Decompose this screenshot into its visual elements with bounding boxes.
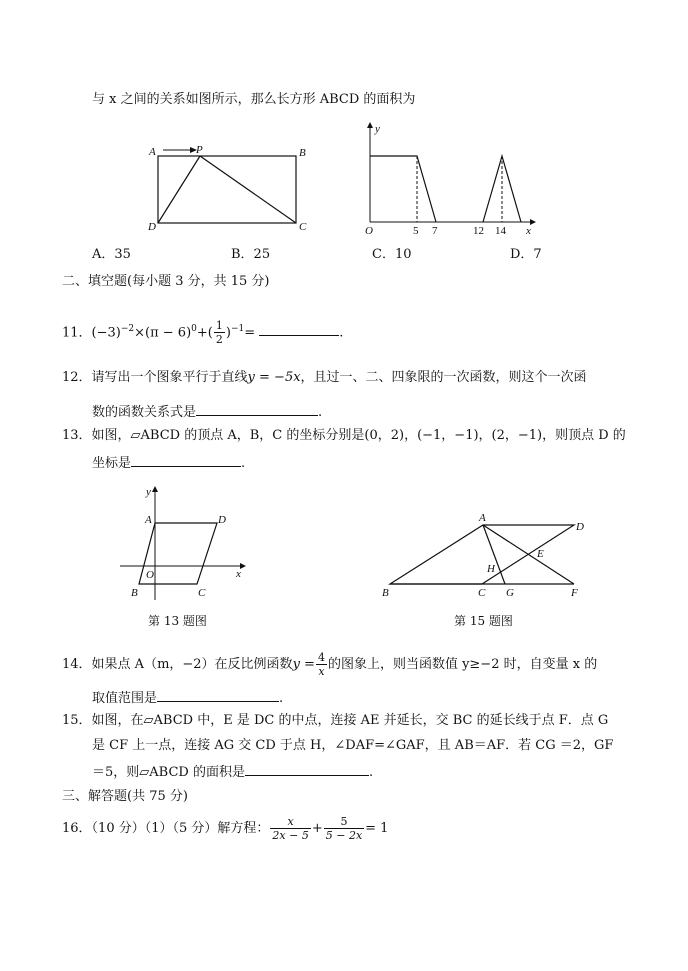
q13-label-c: C	[198, 587, 206, 599]
q12-line1-b: ，且过一、二、四象限的一次函数，则这个一次函	[300, 370, 587, 385]
q15-label-c: C	[478, 587, 486, 599]
q15-fig-caption: 第 15 题图	[454, 614, 513, 628]
q16-fraction-1	[270, 815, 310, 842]
q15-line3-text: ＝5，则▱ABCD 的面积是	[92, 765, 245, 780]
graph-x-label: x	[526, 225, 531, 237]
q15-line2: 是 CF 上一点，连接 AG 交 CD 于点 H，∠DAF=∠GAF，且 AB＝AF．若 CG ＝2，GF	[92, 738, 614, 753]
q16	[62, 812, 388, 846]
q14-end: .	[279, 691, 284, 706]
q13-answer-blank[interactable]	[131, 454, 241, 467]
graph-tick-5: 5	[413, 225, 419, 237]
q15-answer-blank[interactable]	[245, 763, 369, 776]
graph-y-label: y	[375, 123, 380, 135]
q10-option-b: B．25	[231, 247, 271, 262]
q12-line1	[62, 370, 587, 386]
q15-label-f: F	[571, 587, 578, 599]
section2-heading: 二、填空题(每小题 3 分，共 15 分)	[62, 274, 270, 289]
rect-label-d: D	[148, 221, 156, 233]
q16-f1-num: x	[270, 815, 310, 829]
q15-label-h: H	[487, 563, 495, 575]
q11-num: 11．	[62, 325, 92, 341]
rect-label-c: C	[299, 221, 307, 233]
q16-fraction-2	[324, 815, 364, 842]
q13-line2-text: 坐标是	[92, 456, 132, 471]
q11-plus: +(	[196, 325, 213, 341]
q10-function-graph	[367, 122, 536, 225]
q10-option-d: D．7	[510, 247, 542, 262]
q11-close: )	[225, 325, 231, 341]
q15-label-b: B	[382, 587, 389, 599]
q14-answer-blank[interactable]	[157, 689, 279, 702]
q10-option-a: A．35	[92, 247, 131, 262]
graph-tick-12: 12	[473, 225, 484, 237]
q11-eq: =	[244, 325, 256, 341]
graph-tick-7: 7	[432, 225, 438, 237]
q16-f2-den: 5 − 2x	[325, 829, 363, 842]
q14-line1-b: 的图象上，则当函数值 y≥−2 时，自变量 x 的	[327, 657, 598, 672]
q12-end: .	[318, 405, 323, 420]
q11-base: (−3)	[91, 325, 121, 341]
q11-exp-a: −2	[120, 324, 135, 334]
q15-line3	[92, 763, 373, 781]
q13-fig-caption: 第 13 题图	[148, 614, 207, 628]
q14-line2	[92, 689, 283, 707]
q11-answer-blank[interactable]	[259, 323, 339, 336]
q13-end: .	[241, 456, 246, 471]
q13-line2	[92, 454, 245, 472]
q16-prefix: 16．（10 分）（1）（5 分）解方程：	[62, 821, 270, 836]
q14-line1-a: 14．如果点 A（m，−2）在反比例函数	[62, 657, 293, 672]
q16-rhs: = 1	[365, 821, 389, 836]
q16-f1-den: 2x − 5	[272, 829, 309, 842]
q15-label-d: D	[576, 521, 584, 533]
q15-label-g: G	[506, 587, 514, 599]
q14-frac-den: x	[318, 665, 325, 678]
q13-label-d: D	[218, 514, 226, 526]
q12-line2	[92, 403, 322, 421]
q16-f2-num: 5	[324, 815, 364, 829]
q12-line1-a: 12．请写出一个图象平行于直线	[62, 370, 248, 385]
q10-option-c: C．10	[372, 247, 412, 262]
q15-label-a: A	[479, 512, 486, 524]
q11	[62, 314, 343, 348]
graph-origin: O	[365, 225, 373, 237]
q15-parallelogram-figure	[390, 525, 574, 584]
q13-label-a: A	[145, 514, 152, 526]
q13-label-x: x	[236, 568, 241, 580]
q11-end: .	[339, 325, 344, 341]
q11-times: ×(π − 6)	[134, 325, 192, 341]
q12-line2-text: 数的函数关系式是	[92, 405, 197, 420]
q10-stem: 与 x 之间的关系如图所示，那么长方形 ABCD 的面积为	[92, 92, 416, 107]
q12-equation: y = −5x	[247, 370, 301, 385]
q13-parallelogram-figure	[120, 486, 246, 600]
q14-line2-text: 取值范围是	[92, 691, 158, 706]
rect-label-b: B	[299, 147, 306, 159]
q15-end: .	[368, 765, 374, 780]
q11-frac-den: 2	[215, 333, 223, 347]
q13-label-y: y	[146, 486, 151, 498]
section3-heading: 三、解答题(共 75 分)	[62, 789, 188, 804]
q14-fraction	[316, 651, 327, 678]
q14-line1	[62, 650, 597, 680]
q11-exp-b: 0	[191, 324, 197, 334]
q13-label-o: O	[146, 569, 154, 581]
graph-tick-14: 14	[495, 225, 506, 237]
q16-plus: +	[311, 821, 323, 836]
rect-label-p: P	[196, 144, 203, 156]
q13-label-b: B	[131, 587, 138, 599]
rectangle-abcd	[158, 147, 296, 223]
q14-lhs: y =	[292, 657, 315, 672]
q15-line1: 15．如图，在▱ABCD 中，E 是 DC 的中点，连接 AE 并延长，交 BC 的延长线于点 F．点 G	[62, 713, 609, 728]
q15-label-e: E	[537, 548, 544, 560]
q12-answer-blank[interactable]	[196, 403, 318, 416]
q11-frac-num: 1	[215, 319, 223, 333]
q11-fraction	[214, 319, 225, 346]
q14-frac-num: 4	[317, 651, 325, 664]
q11-exp-c: −1	[230, 324, 245, 334]
rect-label-a: A	[149, 146, 156, 158]
q13-line1: 13．如图，▱ABCD 的顶点 A，B，C 的坐标分别是(0，2)，(−1，−1)，(2，−1)，则顶点 D 的	[62, 428, 626, 443]
